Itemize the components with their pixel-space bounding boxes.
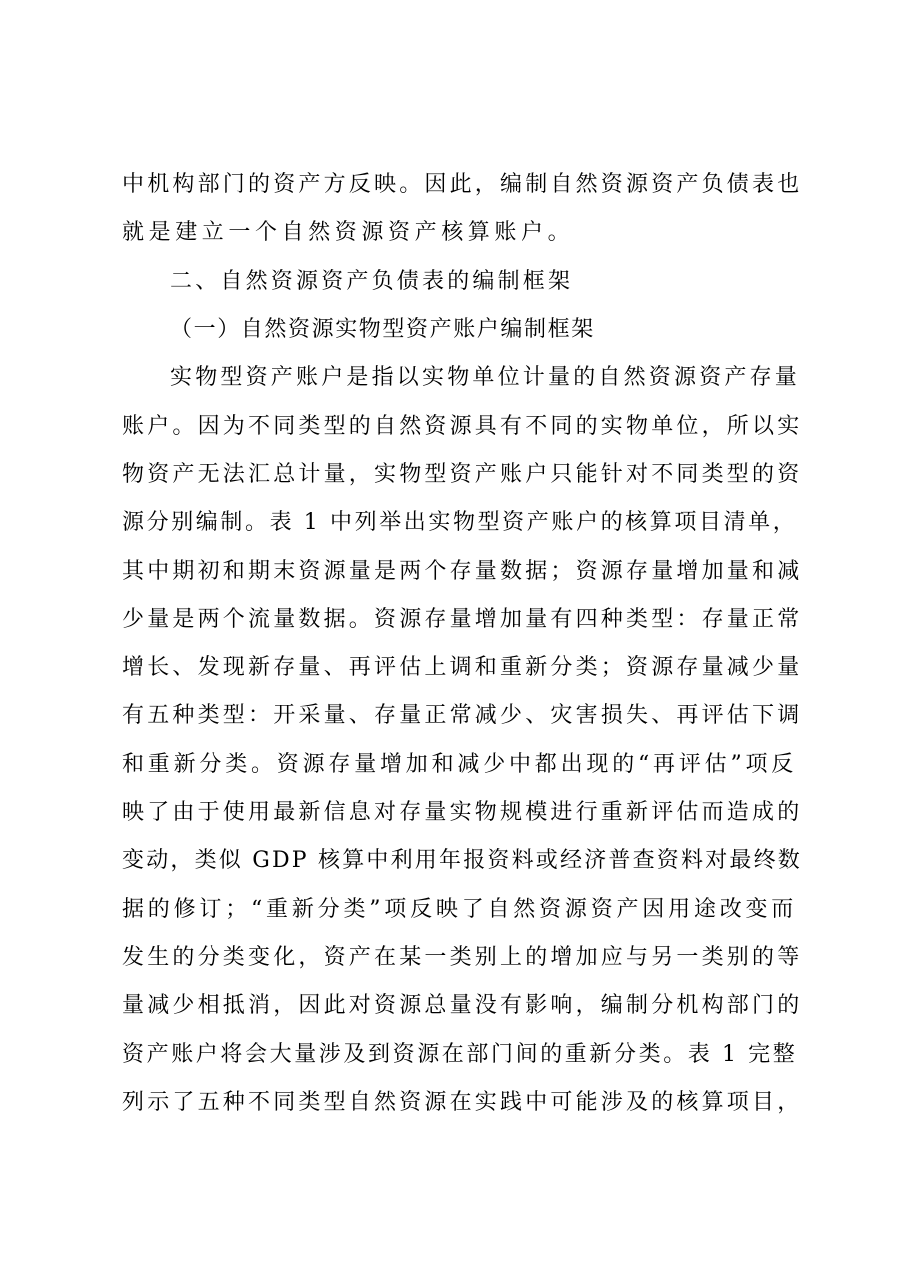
paragraph-line-15: 变动，类似 GDP 核算中利用年报资料或经济普查资料对最终数 <box>122 848 803 873</box>
paragraph-line-1: 中机构部门的资产方反映。因此，编制自然资源资产负债表也 <box>122 172 803 197</box>
subsection-heading: （一）自然资源实物型资产账户编制框架 <box>170 317 595 342</box>
paragraph-line-14: 映了由于使用最新信息对存量实物规模进行重新评估而造成的 <box>122 800 803 825</box>
paragraph-line-7: 物资产无法汇总计量，实物型资产账户只能针对不同类型的资 <box>122 462 803 487</box>
paragraph-line-8: 源分别编制。表 1 中列举出实物型资产账户的核算项目清单， <box>122 510 798 535</box>
paragraph-line-17: 发生的分类变化，资产在某一类别上的增加应与另一类别的等 <box>122 945 803 970</box>
paragraph-line-9: 其中期初和期末资源量是两个存量数据；资源存量增加量和减 <box>122 559 803 584</box>
paragraph-line-11: 增长、发现新存量、再评估上调和重新分类；资源存量减少量 <box>122 655 803 680</box>
paragraph-line-16: 据的修订；“重新分类”项反映了自然资源资产因用途改变而 <box>122 897 798 922</box>
paragraph-line-2: 就是建立一个自然资源资产核算账户。 <box>122 220 575 245</box>
paragraph-line-18: 量减少相抵消，因此对资源总量没有影响，编制分机构部门的 <box>122 993 803 1018</box>
paragraph-line-6: 账户。因为不同类型的自然资源具有不同的实物单位，所以实 <box>122 414 803 439</box>
paragraph-line-19: 资产账户将会大量涉及到资源在部门间的重新分类。表 1 完整 <box>122 1042 798 1067</box>
section-heading: 二、自然资源资产负债表的编制框架 <box>170 269 574 294</box>
paragraph-line-20: 列示了五种不同类型自然资源在实践中可能涉及的核算项目， <box>122 1090 803 1115</box>
paragraph-line-13: 和重新分类。资源存量增加和减少中都出现的“再评估”项反 <box>122 752 798 777</box>
paragraph-line-12: 有五种类型：开采量、存量正常减少、灾害损失、再评估下调 <box>122 703 803 728</box>
paragraph-line-10: 少量是两个流量数据。资源存量增加量有四种类型：存量正常 <box>122 607 803 632</box>
paragraph-line-5: 实物型资产账户是指以实物单位计量的自然资源资产存量 <box>170 365 801 390</box>
